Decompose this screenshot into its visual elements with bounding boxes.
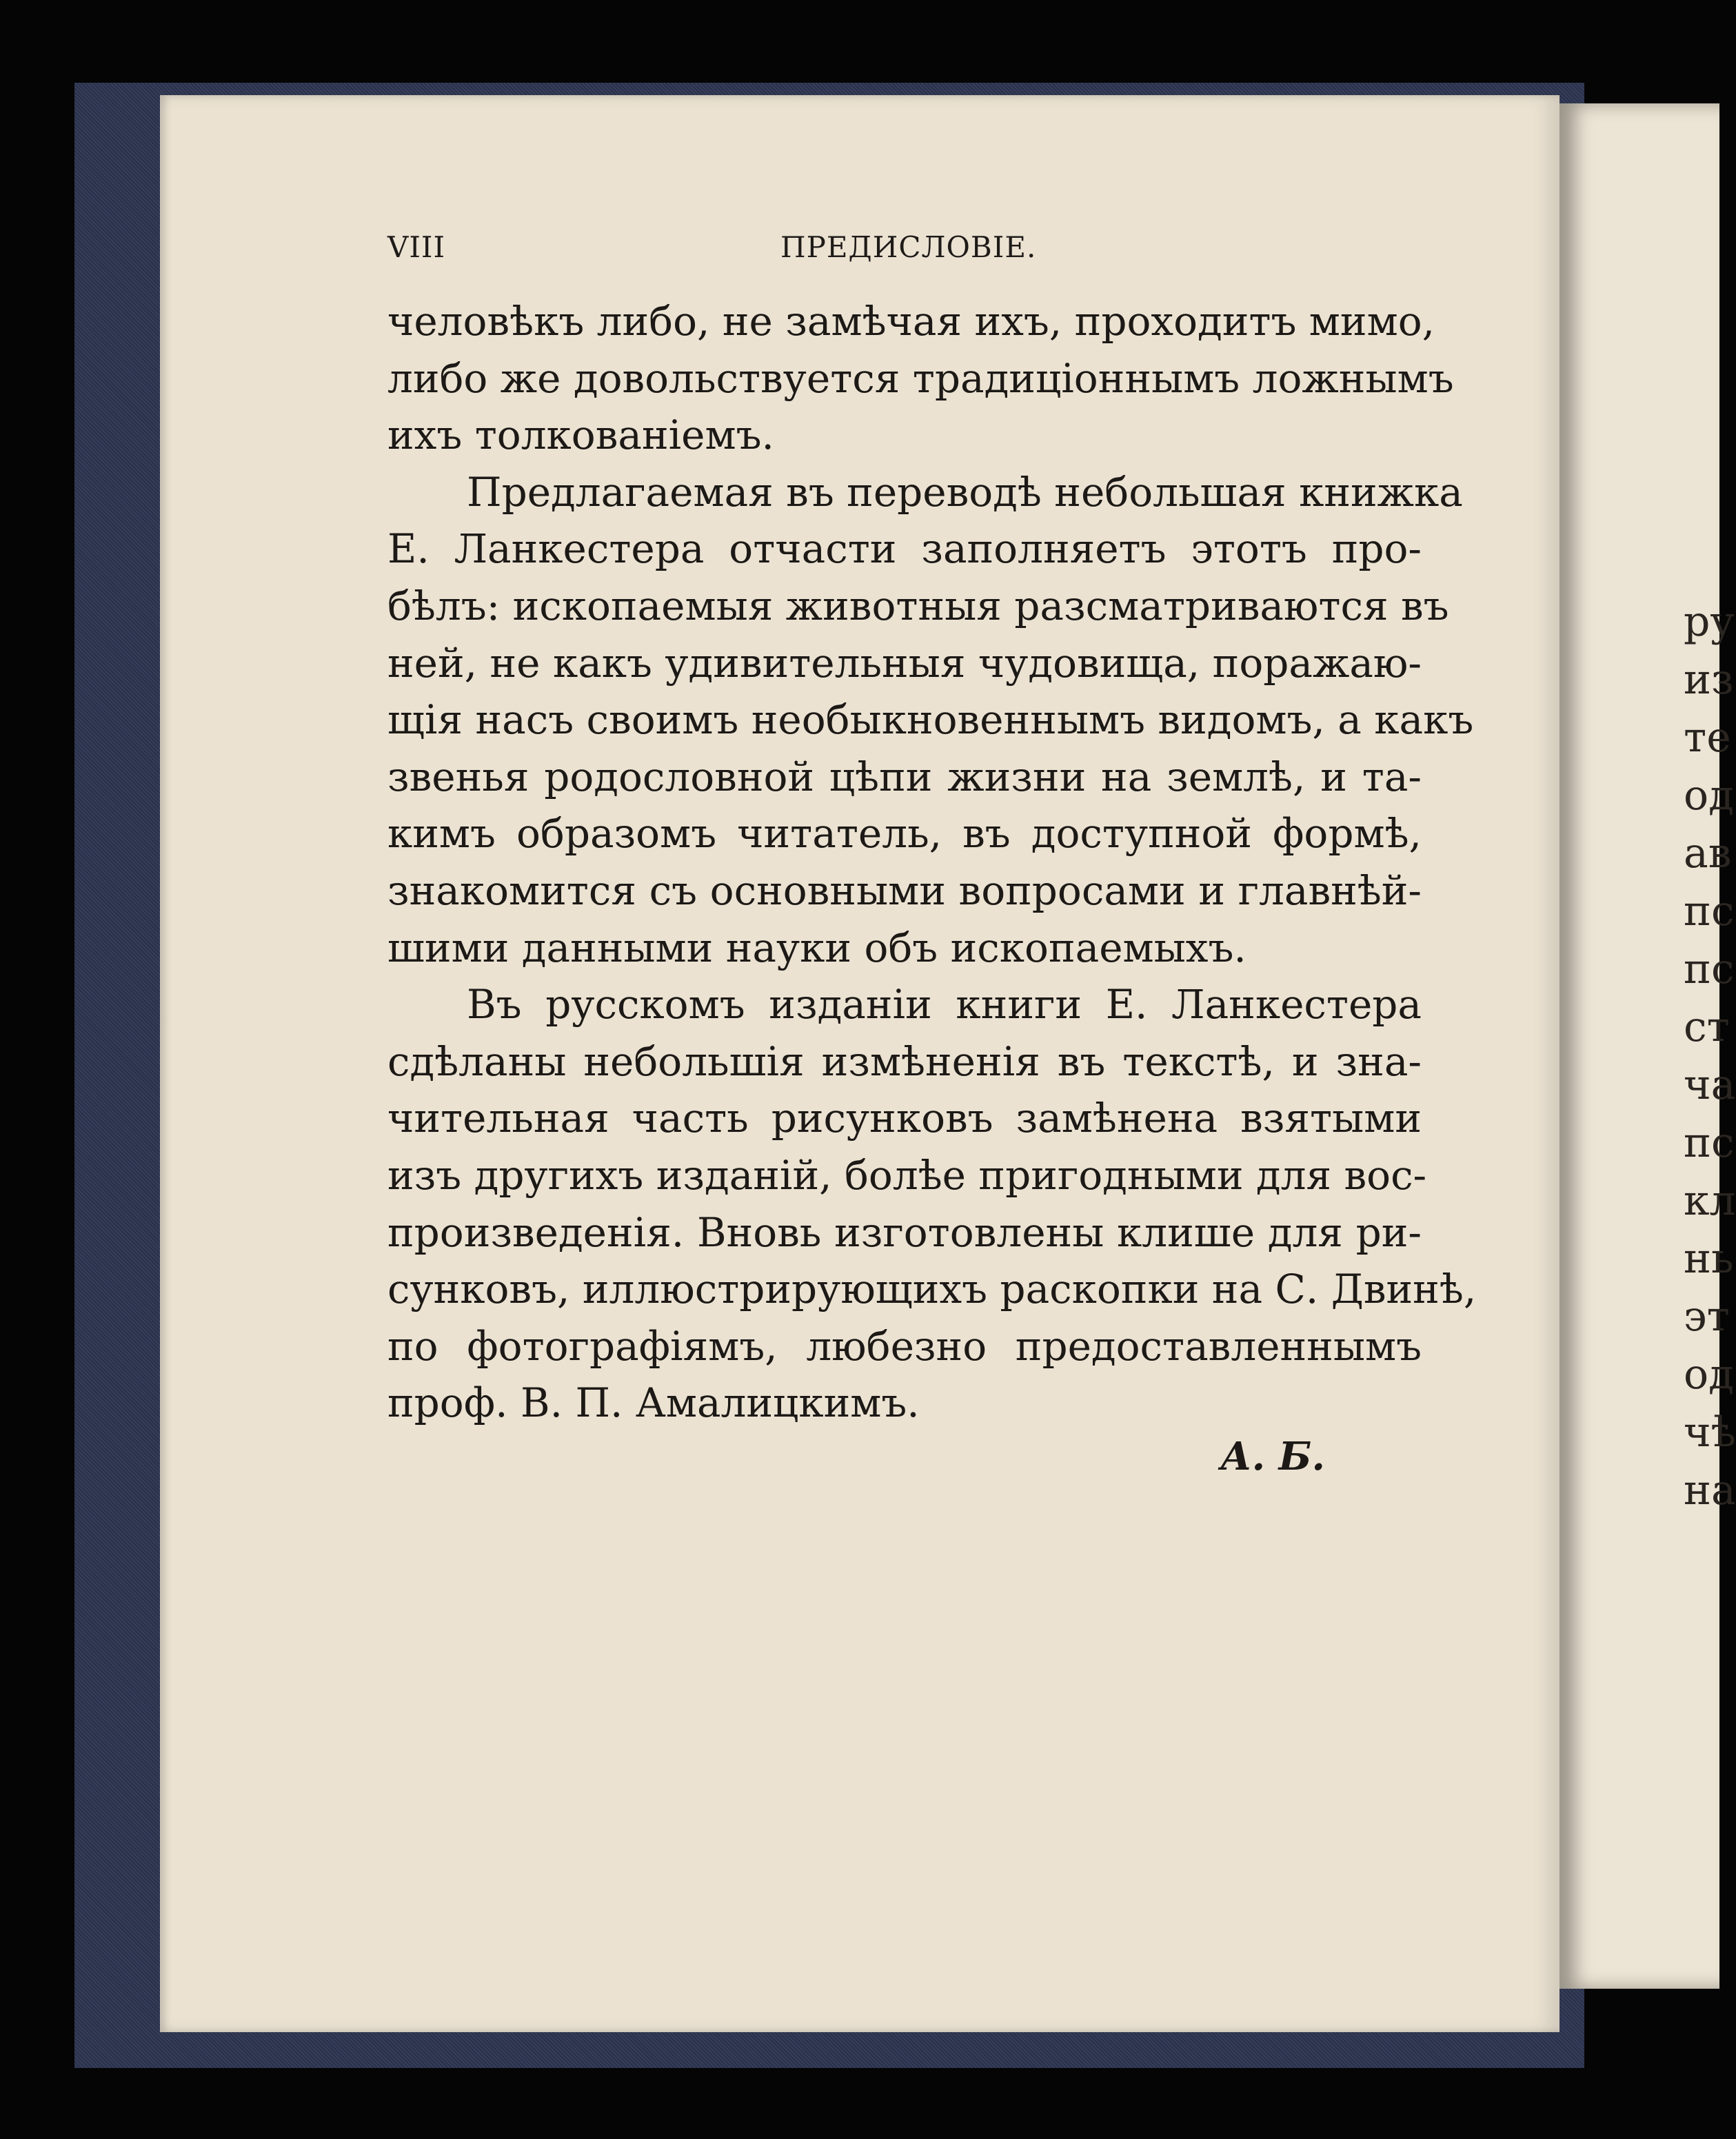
text-line: сунковъ, иллюстрирующихъ раскопки на С. Двинѣ, <box>387 1266 1477 1313</box>
facing-page-text <box>1684 593 1736 1519</box>
facing-page-fragment: пс <box>1684 1119 1735 1167</box>
page-header <box>387 230 1422 272</box>
text-line: знакомится съ основными вопросами и главнѣй- <box>387 866 1422 914</box>
facing-page-fragment: на <box>1684 1466 1736 1514</box>
text-line: проф. В. П. Амалицкимъ. <box>387 1379 920 1427</box>
facing-page-fragment: из <box>1684 656 1734 704</box>
facing-page-fragment: чѣ <box>1684 1408 1736 1457</box>
text-line: Въ русскомъ изданіи книги Е. Ланкестера <box>467 981 1422 1028</box>
facing-page-fragment: кл <box>1684 1177 1736 1225</box>
text-line: бѣлъ: ископаемыя животныя разсматриваются въ <box>387 582 1449 629</box>
text-line: кимъ образомъ читатель, въ доступной формѣ, <box>387 810 1422 858</box>
text-line: чительная часть рисунковъ замѣнена взятыми <box>387 1095 1422 1142</box>
facing-page-fragment: ча <box>1684 1061 1736 1109</box>
text-line: либо же довольствуется традиціоннымъ ложнымъ <box>387 354 1454 402</box>
facing-page-fragment: од <box>1684 1350 1735 1399</box>
text-line: изъ другихъ изданій, болѣе пригодными для вос- <box>387 1151 1427 1199</box>
text-line: по фотографіямъ, любезно предоставленнымъ <box>387 1322 1422 1370</box>
facing-page-fragment: пс <box>1684 945 1735 993</box>
facing-page-fragment: ав <box>1684 829 1732 878</box>
running-title: ПРЕДИСЛОВІЕ. <box>780 230 1037 264</box>
paragraph-3 <box>387 976 1477 1432</box>
text-line: ихъ толкованіемъ. <box>387 412 774 459</box>
text-line: Предлагаемая въ переводѣ небольшая книжка <box>467 468 1463 516</box>
text-line: шими данными науки объ ископаемыхъ. <box>387 924 1247 971</box>
text-line: Е. Ланкестера отчасти заполняетъ этотъ про- <box>387 525 1422 573</box>
text-line: произведенія. Вновь изготовлены клише для ри- <box>387 1208 1422 1256</box>
facing-page-fragment: те <box>1684 713 1731 762</box>
facing-page-fragment: од <box>1684 771 1735 820</box>
page-number: VIII <box>387 230 446 264</box>
text-line: сдѣланы небольшія измѣненія въ текстѣ, и зна- <box>387 1037 1422 1085</box>
text-line: человѣкъ либо, не замѣчая ихъ, проходитъ мимо, <box>387 298 1435 345</box>
text-line: звенья родословной цѣпи жизни на землѣ, и та- <box>387 753 1422 800</box>
facing-page-fragment: нь <box>1684 1235 1734 1283</box>
facing-page-fragment: пс <box>1684 887 1735 935</box>
facing-page-fragment: эт <box>1684 1292 1730 1341</box>
paragraph-2 <box>387 464 1474 976</box>
facing-page-fragment: ру <box>1684 598 1735 646</box>
body-text <box>387 293 1477 1432</box>
paragraph-1 <box>387 293 1454 464</box>
facing-page-fragment: ст <box>1684 1003 1730 1051</box>
text-line: ней, не какъ удивительныя чудовища, поражаю- <box>387 639 1422 687</box>
text-line: щія насъ своимъ необыкновеннымъ видомъ, а какъ <box>387 696 1474 744</box>
signature: А. Б. <box>1220 1434 1325 1479</box>
